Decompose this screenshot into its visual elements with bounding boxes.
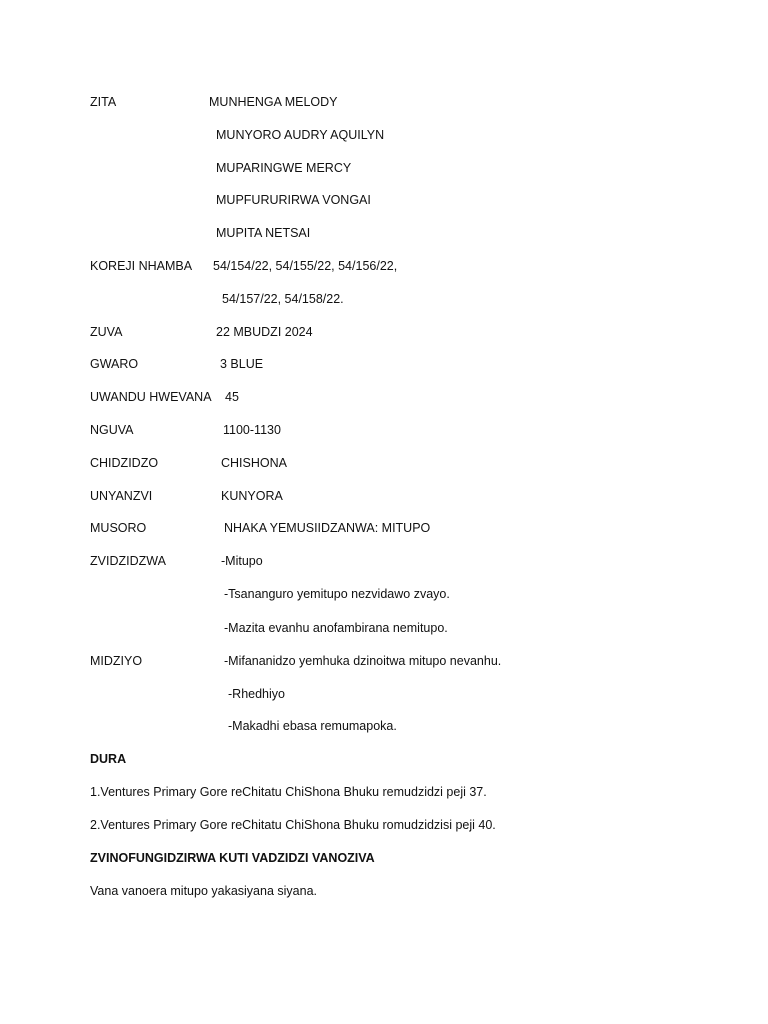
- field-label-chidzidzo: CHIDZIDZO: [90, 456, 159, 470]
- dura-heading: DURA: [90, 752, 127, 766]
- field-value-zvidzidzwa-2: -Tsananguro yemitupo nezvidawo zvayo.: [224, 587, 450, 601]
- field-label-nguva: NGUVA: [90, 423, 134, 437]
- field-label-gwaro: GWARO: [90, 357, 139, 371]
- field-value-koreji-nhamba-1: 54/154/22, 54/155/22, 54/156/22,: [213, 259, 398, 273]
- field-value-uwandu-hwevana: 45: [225, 390, 239, 404]
- field-value-zvidzidzwa-3: -Mazita evanhu anofambirana nemitupo.: [224, 621, 448, 635]
- field-value-midziyo-1: -Mifananidzo yemhuka dzinoitwa mitupo nevanhu.: [224, 654, 502, 668]
- field-value-gwaro: 3 BLUE: [220, 357, 264, 371]
- expected-knowledge-heading: ZVINOFUNGIDZIRWA KUTI VADZIDZI VANOZIVA: [90, 851, 375, 865]
- field-label-unyanzvi: UNYANZVI: [90, 489, 153, 503]
- field-value-zvidzidzwa-1: -Mitupo: [221, 554, 263, 568]
- field-label-koreji-nhamba: KOREJI NHAMBA: [90, 259, 193, 273]
- field-value-midziyo-3: -Makadhi ebasa remumapoka.: [228, 719, 397, 733]
- field-value-zita-2: MUNYORO AUDRY AQUILYN: [216, 128, 385, 142]
- dura-item-1: 1.Ventures Primary Gore reChitatu ChiShona Bhuku remudzidzi peji 37.: [90, 785, 487, 799]
- field-value-zita-1: MUNHENGA MELODY: [209, 95, 338, 109]
- field-label-uwandu-hwevana: UWANDU HWEVANA: [90, 390, 212, 404]
- field-label-zuva: ZUVA: [90, 325, 123, 339]
- field-value-koreji-nhamba-2: 54/157/22, 54/158/22.: [222, 292, 344, 306]
- field-label-musoro: MUSORO: [90, 521, 147, 535]
- field-value-musoro: NHAKA YEMUSIIDZANWA: MITUPO: [224, 521, 431, 535]
- field-label-zvidzidzwa: ZVIDZIDZWA: [90, 554, 166, 568]
- field-value-midziyo-2: -Rhedhiyo: [228, 687, 285, 701]
- field-value-zita-3: MUPARINGWE MERCY: [216, 161, 352, 175]
- field-value-nguva: 1100-1130: [223, 423, 281, 437]
- field-value-zita-5: MUPITA NETSAI: [216, 226, 311, 240]
- field-label-midziyo: MIDZIYO: [90, 654, 143, 668]
- field-value-zita-4: MUPFURURIRWA VONGAI: [216, 193, 371, 207]
- field-value-unyanzvi: KUNYORA: [221, 489, 283, 503]
- field-label-zita: ZITA: [90, 95, 117, 109]
- dura-item-2: 2.Ventures Primary Gore reChitatu ChiShona Bhuku romudzidzisi peji 40.: [90, 818, 496, 832]
- field-value-chidzidzo: CHISHONA: [221, 456, 287, 470]
- field-value-zuva: 22 MBUDZI 2024: [216, 325, 313, 339]
- expected-knowledge-text: Vana vanoera mitupo yakasiyana siyana.: [90, 884, 317, 898]
